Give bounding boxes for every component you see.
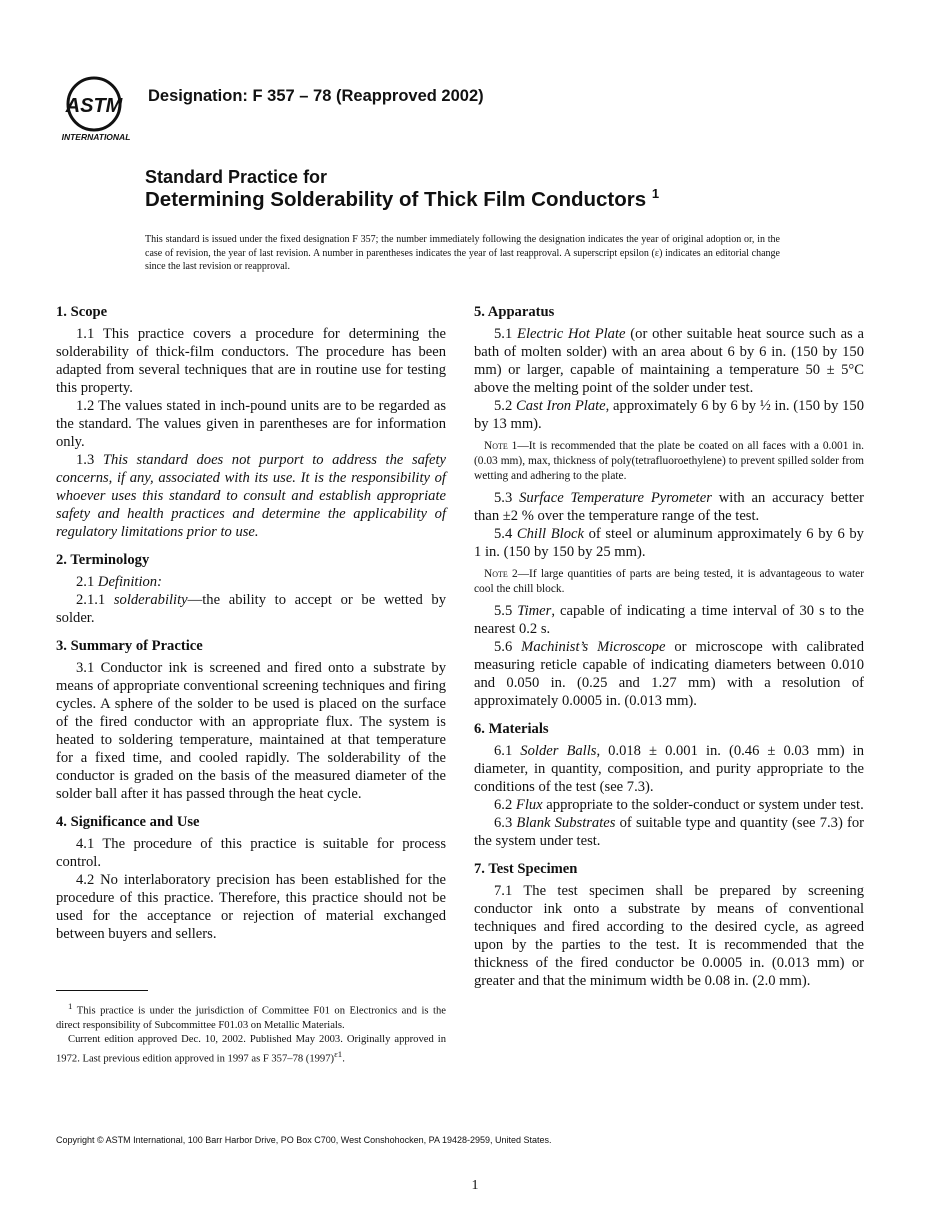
term: Surface Temperature Pyrometer (519, 490, 712, 506)
footnote-text: This practice is under the jurisdiction of Committee F01 on Electronics and is the direct responsibility of Subcommittee F01.03 on Metallic Materials. (56, 1005, 446, 1031)
logo-subtext: INTERNATIONAL (61, 132, 131, 142)
section-scope (56, 303, 446, 541)
paragraph (56, 591, 446, 627)
section-materials (474, 720, 864, 850)
paragraph: 1.1 This practice covers a procedure for determining the solderability of thick-film conductors. The procedure has been adapted from several techniques that are in routine use for testing this property. (56, 326, 446, 396)
para-number: 2.1.1 (76, 592, 106, 608)
logo-text: ASTM (65, 95, 123, 117)
definition-text: —the ability to accept or be wetted by solder. (56, 592, 446, 626)
paragraph-text: or microscope with calibrated measuring reticle capable of indicating diameters between 0.010 and 0.050 in. (0.25 and 1.27 mm) with a resolution of approximately 0.0005 in. (0.013 mm). (474, 639, 865, 709)
paragraph (474, 814, 864, 850)
section-heading: 5. Apparatus (474, 304, 555, 320)
epsilon-mark: ε1 (334, 1048, 343, 1059)
section-summary (56, 637, 446, 803)
paragraph: 4.1 The procedure of this practice is suitable for process control. (56, 836, 446, 870)
footnote-mark: 1 (68, 1001, 73, 1011)
left-column (56, 303, 446, 953)
term: Definition: (97, 574, 162, 590)
section-heading: 3. Summary of Practice (56, 638, 203, 654)
para-number: 5.3 (494, 490, 513, 506)
para-number: 5.6 (494, 639, 513, 655)
paragraph (474, 525, 864, 561)
title-line2: Determining Solderability of Thick Film Conductors (145, 188, 647, 211)
section-heading: 4. Significance and Use (56, 814, 200, 830)
footnote (56, 999, 446, 1066)
right-column (474, 303, 864, 1000)
note-1 (474, 439, 864, 484)
note-label: Note (484, 568, 508, 580)
paragraph-text: appropriate to the solder-conduct or system under test. (542, 797, 864, 813)
term: Flux (515, 797, 543, 813)
paragraph (474, 489, 864, 525)
footnote-divider (56, 990, 148, 991)
term: Solder Balls (520, 743, 597, 759)
safety-statement: This standard does not purport to address the safety concerns, if any, associated with its use. It is the responsibility of whoever uses this standard to consult and establish appropriate safety and health practices and determine the applicability of regulatory limitations prior to use. (56, 452, 446, 540)
section-terminology (56, 551, 446, 627)
section-apparatus (474, 303, 864, 710)
paragraph-text: , approximately 6 by 6 by ½ in. (150 by 150 by 13 mm). (474, 398, 865, 432)
note-2 (474, 567, 864, 597)
paragraph (474, 397, 864, 433)
designation: Designation: F 357 – 78 (Reapproved 2002) (148, 87, 484, 105)
paragraph-text: with an accuracy better than ±2 % over the temperature range of the test. (474, 490, 865, 524)
para-number: 6.3 (494, 815, 513, 831)
paragraph (474, 796, 864, 814)
astm-logo (56, 74, 136, 142)
footnote-paragraph (56, 1033, 446, 1067)
section-heading: 6. Materials (474, 721, 549, 737)
page-number: 1 (471, 1178, 479, 1193)
standard-notice: This standard is issued under the fixed designation F 357; the number immediately following the designation indicates the year of original adoption or, in the case of revision, the year of last revision. A number in parentheses indicates the year of last reapproval. A superscript epsilon (ε) indicates an editorial change since the last revision or reapproval. (145, 234, 780, 272)
note-text: 1—It is recommended that the plate be coated on all faces with a 0.001 in. (0.03 mm), max, thickness of poly(tetrafluoroethylene) to prevent spilled solder from wetting and adhering to the plate. (474, 440, 864, 482)
paragraph: 3.1 Conductor ink is screened and fired onto a substrate by means of appropriate conventional screening techniques and firing cycles. A sphere of the solder to be used is placed on the surface of the fired conductor with an appropriate flux. The system is heated to soldering temperature, maintained at that temperature for a fixed time, and cooled rapidly. The solderability of the conductor is graded on the basis of the measured diameter of the solder ball after it has passed through the heat cycle. (56, 660, 446, 802)
paragraph: 1.2 The values stated in inch-pound units are to be regarded as the standard. The values given in parentheses are for information only. (56, 398, 446, 450)
paragraph: 7.1 The test specimen shall be prepared by screening conductor ink onto a substrate by means of conventional techniques and fired according to the desired cycle, as agreed upon by the parties to the test. It is recommended that the thickness of the fired conductor be 0.0005 in. (0.013 mm) or greater and that the minimum width be 0.08 in. (2.0 mm). (474, 883, 864, 989)
para-number: 5.1 (494, 326, 513, 342)
section-heading: 2. Terminology (56, 552, 150, 568)
para-number: 5.2 (494, 398, 513, 414)
footnote-text-end: . (342, 1053, 345, 1065)
paragraph (474, 602, 864, 638)
title-line1: Standard Practice for (145, 167, 328, 187)
document-title (145, 166, 845, 212)
footnote-text: Current edition approved Dec. 10, 2002. Published May 2003. Originally approved in 1972. Last previous edition approved in 1997 as F 357–78 (1997) (56, 1033, 446, 1065)
paragraph (56, 573, 446, 591)
term: Timer (517, 603, 552, 619)
title-footnote-mark: 1 (651, 186, 660, 202)
section-heading: 1. Scope (56, 304, 108, 320)
term: Cast Iron Plate (516, 398, 606, 414)
para-number: 6.1 (494, 743, 513, 759)
note-label: Note (484, 440, 508, 452)
term: Machinist’s Microscope (521, 639, 666, 655)
section-significance (56, 813, 446, 943)
note-text: 2—If large quantities of parts are being tested, it is advantageous to water cool the chill block. (474, 568, 864, 595)
paragraph (474, 742, 864, 796)
paragraph (474, 325, 864, 397)
term: Electric Hot Plate (517, 326, 626, 342)
section-test-specimen (474, 860, 864, 990)
footnote-paragraph (56, 999, 446, 1033)
paragraph (56, 451, 446, 541)
paragraph: 4.2 No interlaboratory precision has been established for the procedure of this practice. Therefore, this practice should not be used for the acceptance or rejection of material exchanged between buyers and sellers. (56, 872, 446, 942)
para-number: 6.2 (494, 797, 513, 813)
section-heading: 7. Test Specimen (474, 861, 578, 877)
para-number: 2.1 (76, 574, 95, 590)
paragraph-text: , 0.018 ± 0.001 in. (0.46 ± 0.03 mm) in diameter, in quantity, composition, and purity appropriate to the conditions of the test (see 7.3). (474, 743, 864, 795)
term: Chill Block (516, 526, 584, 542)
copyright-line: Copyright © ASTM International, 100 Barr Harbor Drive, PO Box C700, West Conshohocken, PA 19428-2959, United States. (56, 1135, 552, 1145)
paragraph (474, 638, 864, 710)
paragraph-text: of steel or aluminum approximately 6 by 6 by 1 in. (150 by 150 by 25 mm). (474, 526, 864, 560)
term: Blank Substrates (516, 815, 616, 831)
paragraph-text: of suitable type and quantity (see 7.3) for the system under test. (474, 815, 864, 849)
paragraph-text: , capable of indicating a time interval of 30 s to the nearest 0.2 s. (474, 603, 864, 637)
para-number: 5.5 (494, 603, 513, 619)
para-number: 5.4 (494, 526, 513, 542)
paragraph-text: (or other suitable heat source such as a bath of molten solder) with an area about 6 by 6 in. (150 by 150 mm) or larger, capable of maintaining a temperature 50 ± 5°C above the melting point of the solder under test. (474, 326, 864, 396)
para-number: 1.3 (76, 452, 95, 468)
term: solderability (113, 592, 188, 608)
